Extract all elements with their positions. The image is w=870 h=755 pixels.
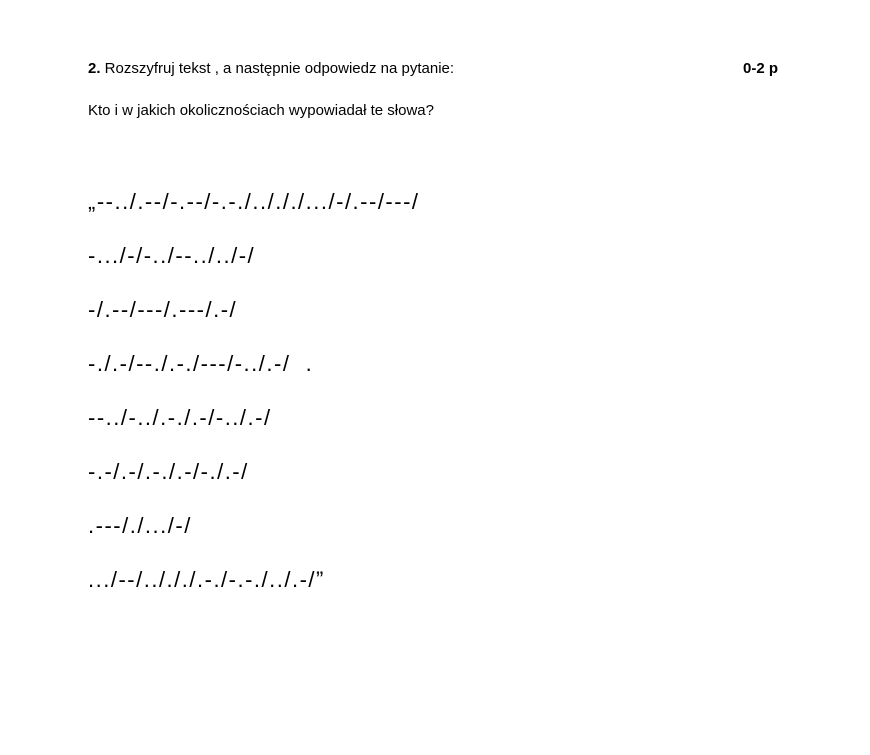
task-number: 2. [88, 60, 101, 77]
morse-line: „--../.--/-.--/-.-./../././.../-/.--/---/ [88, 189, 420, 214]
task-header [88, 60, 778, 82]
morse-line: .---/./.../-/ [88, 513, 192, 538]
morse-line: -.../-/-../--../../-/ [88, 243, 256, 268]
morse-line: .../--/../././.-./-.-./../.-/” [88, 567, 325, 592]
task-points: 0-2 p [742, 60, 778, 77]
morse-line: -.-/.-/.-./.-/-./.-/ [88, 459, 249, 484]
morse-line: -./.-/--./.-./---/-../.-/ . [88, 351, 314, 376]
morse-line: -/.--/---/.---/.-/ [88, 297, 238, 322]
task-instruction: Rozszyfruj tekst , a następnie odpowiedz na pytanie: [100, 60, 455, 77]
morse-code-block [88, 188, 688, 620]
question-text: Kto i w jakich okolicznościach wypowiadał te słowa? [88, 102, 434, 119]
morse-line: --../-../.-./.-/-../.-/ [88, 405, 272, 430]
